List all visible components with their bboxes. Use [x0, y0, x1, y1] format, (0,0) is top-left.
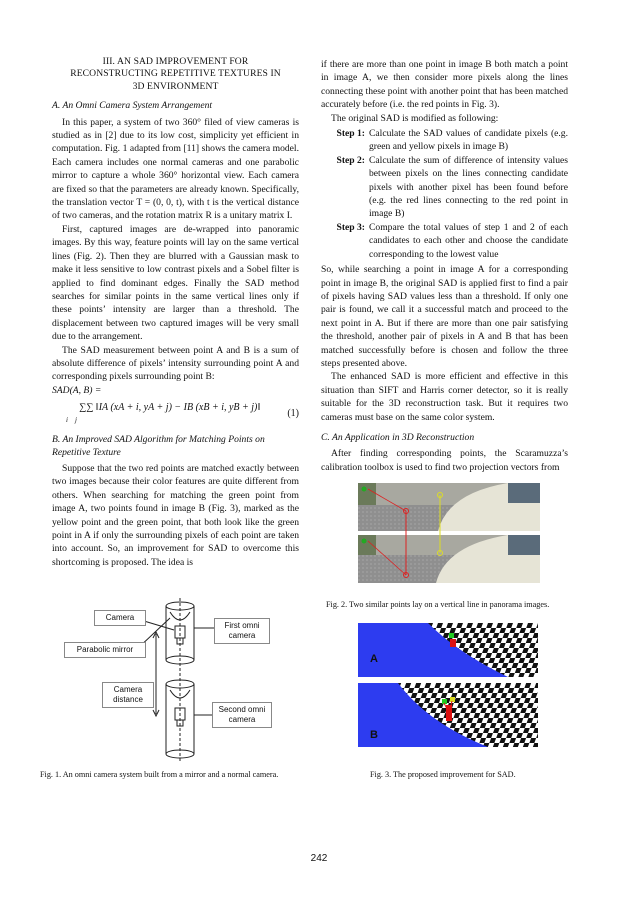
figure-1-diagram [62, 598, 302, 763]
equation-subscripts: i j [66, 416, 77, 425]
section-b-heading: B. An Improved SAD Algorithm for Matching Points on Repetitive Texture [52, 434, 265, 458]
step-text: Calculate the SAD values of candidate pixels (e.g. green and yellow pixels in image B) [369, 128, 568, 153]
right-column [321, 58, 568, 474]
step-item [321, 221, 568, 261]
equation-lead: SAD(A, B) = [52, 384, 102, 396]
image-a-label: A [370, 653, 378, 665]
step-text: Calculate the sum of difference of intensity values between pixels on the lines connecting candidate pixels with another pixel has been found before (e.g. the red lines connecting to the red point in image B) [369, 154, 568, 220]
page-number: 242 [310, 853, 328, 864]
paragraph: First, captured images are de-wrapped into panoramic images. By this way, feature points will lay on the same vertical lines (Fig. 2). Then they are blurred with a Gaussian mask to make it less sensitive to low contrast pixels and a Sobel filter is applied to find dominant edges. Finally the SAD method searches for similar points in the same vertical lines only if these points’ intensity are larger than a threshold. The displacement between two captured images will be very small due to the arrangement. [52, 223, 299, 343]
paragraph: The original SAD is modified as following: [331, 112, 499, 124]
label-parabolic-mirror: Parabolic mirror [64, 642, 146, 658]
section-3-title: III. AN SAD IMPROVEMENT FOR RECONSTRUCTING REPETITIVE TEXTURES IN 3D ENVIRONMENT [70, 56, 281, 92]
equation-body: ∑∑ ‖IA (xA + i, yA + j) − IB (xB + i, yB + j)‖ [79, 401, 261, 413]
label-first-omni-camera: First omni camera [214, 618, 270, 644]
step-text: Compare the total values of step 1 and 2 of each candidates to each other and choose the candidate corresponding to the lowest value [369, 221, 568, 260]
panorama-images [358, 483, 540, 583]
paragraph: The SAD measurement between point A and B is a sum of absolute difference of pixels’ intensity surrounding point A and corresponding pixels surrounding point B: [52, 344, 299, 383]
left-column [52, 56, 299, 569]
equation-number: (1) [287, 408, 299, 420]
figure-2-image [358, 483, 540, 583]
paragraph: Suppose that the two red points are matched exactly between two images because their color features are quite different from others. When searching for matching the green point from image A, two points found in image B (Fig. 3), marked as the yellow point and the green point, that both look like the green point in A if only the surrounding pixels of each point are taken into account. So, an improvement for SAD to overcome this shortcoming is proposed. The idea is [52, 462, 299, 568]
label-camera: Camera [94, 610, 146, 626]
image-b-label: B [370, 729, 378, 741]
section-c-heading: C. An Application in 3D Reconstruction [321, 431, 475, 443]
step-label: Step 1: [336, 128, 365, 140]
paragraph: After finding corresponding points, the Scaramuzza’s calibration toolbox is used to find two projection vectors from [321, 448, 568, 473]
paragraph: In this paper, a system of two 360° filed of view cameras is studied as in [2] due to its low cost, simplicity yet efficient in computation. Fig. 1 adapted from [11] shows the camera model. Each camera includes one normal cameras and one parabolic mirror to capture a whole 360° horizontal view. Each camera are fixed so that the parameters are already known. Specifically, the translation vector T = (0, 0, t), with t is the vertical distance of two cameras, and the rotation matrix R is a unitary matrix I. [52, 116, 299, 222]
paragraph: The enhanced SAD is more efficient and effective in this situation than SIFT and Harris corner detector, so it is really suitable for the 3D reconstruction task. But it requires two cameras must base on the same color system. [321, 371, 568, 423]
checkerboard-images [358, 623, 538, 747]
label-camera-distance: Camera distance [102, 682, 154, 708]
paragraph: So, while searching a point in image A for a corresponding point in image B, the original SAD is applied first to find a pair of pixels having SAD values less than a threshold. If only one pair is found, we call it a successful match and proceed to the next point in A. But if there are more than one pair satisfying the threshold, another pair of pixels in A and B that has been matched successfully before is chosen and follow the three steps presented above. [321, 264, 568, 369]
section-a-heading: A. An Omni Camera System Arrangement [52, 100, 213, 112]
figure-2-caption: Fig. 2. Two similar points lay on a vertical line in panorama images. [326, 600, 550, 609]
step-item [321, 154, 568, 221]
label-second-omni-camera: Second omni camera [212, 702, 272, 728]
figure-1-caption: Fig. 1. An omni camera system built from a mirror and a normal camera. [40, 770, 279, 779]
figure-3-image [358, 623, 538, 747]
paragraph: if there are more than one point in image B both match a point in image A, we then consider more pixels along the lines connecting these point with another point that has been matched accurately before (i.e. the red points in Fig. 3). [321, 59, 568, 111]
step-label: Step 2: [336, 154, 365, 166]
step-label: Step 3: [336, 221, 365, 233]
steps-list [321, 127, 568, 261]
equation-1 [52, 400, 299, 428]
figure-3-caption: Fig. 3. The proposed improvement for SAD. [370, 770, 516, 779]
step-item [321, 127, 568, 154]
